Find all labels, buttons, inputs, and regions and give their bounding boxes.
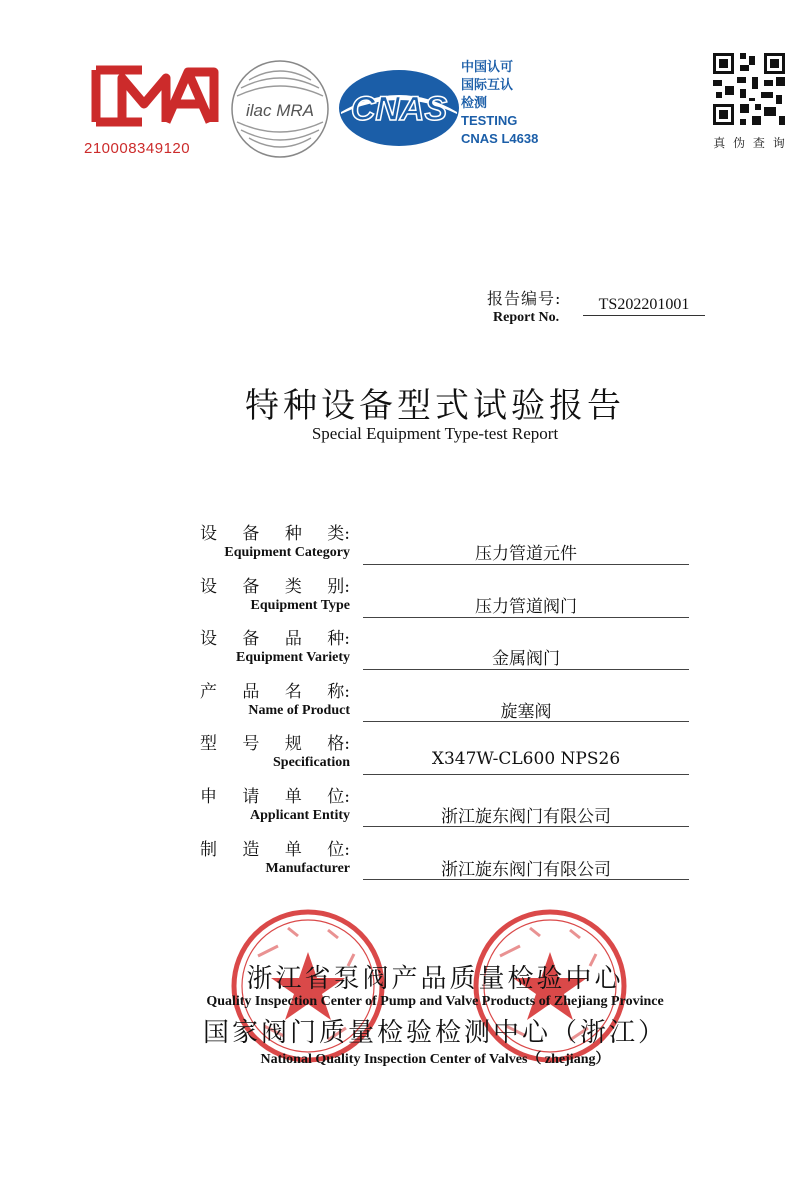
field-value: 压力管道元件 <box>475 544 577 564</box>
org-name-en-1: Quality Inspection Center of Pump and Valve Products of Zhejiang Province <box>206 994 664 1009</box>
cnas-mark: CNAS <box>350 90 448 128</box>
field-label-cn <box>200 782 350 807</box>
label-char: 号 <box>242 734 260 754</box>
label-char: 造 <box>242 840 260 860</box>
cma-number: 210008349120 <box>84 140 191 157</box>
org-name-cn-2: 国家阀门质量检验检测中心（浙江） <box>202 1018 667 1048</box>
field-label-cn <box>200 519 350 544</box>
label-char: 种 <box>284 524 302 544</box>
label-char: 设 <box>200 524 217 544</box>
label-char: 称: <box>327 682 350 702</box>
field-label-en: Equipment Type <box>250 598 350 613</box>
report-no-label-cn: 报告编号: <box>487 289 562 308</box>
field-underline <box>363 617 689 618</box>
field-value: 旋塞阀 <box>500 702 552 722</box>
label-char: 备 <box>242 577 260 597</box>
label-char: 备 <box>242 524 260 544</box>
label-char: 制 <box>200 840 217 860</box>
field-label-en: Manufacturer <box>265 861 350 876</box>
cnas-text-block <box>461 58 561 148</box>
label-char: 类 <box>284 577 302 597</box>
report-title-cn: 特种设备型式试验报告 <box>245 386 625 426</box>
field-underline <box>363 669 689 670</box>
field-value: X347W-CL600 NPS26 <box>431 749 621 769</box>
org-name-en-2: National Quality Inspection Center of Valves（ zhejiang） <box>260 1052 610 1067</box>
field-underline <box>363 826 689 827</box>
label-char: 格: <box>327 734 350 754</box>
label-char: 种: <box>327 629 350 649</box>
label-char: 品 <box>242 682 260 702</box>
field-label-en: Equipment Variety <box>236 650 350 665</box>
report-title-en: Special Equipment Type-test Report <box>311 424 559 443</box>
label-char: 请 <box>242 787 260 807</box>
org-name-cn-1: 浙江省泵阀产品质量检验中心 <box>246 964 624 994</box>
label-char: 产 <box>200 682 217 702</box>
field-label-cn <box>200 624 350 649</box>
cnas-logo <box>337 68 461 148</box>
label-char: 品 <box>284 629 302 649</box>
field-label-en: Applicant Entity <box>250 808 350 823</box>
label-char: 单 <box>284 787 302 807</box>
label-char: 单 <box>284 840 302 860</box>
cnas-line: 中国认可 <box>461 59 514 74</box>
cnas-line: 国际互认 <box>461 77 514 92</box>
field-underline <box>363 564 689 565</box>
field-label-cn <box>200 729 350 754</box>
report-no-value: TS202201001 <box>583 296 705 316</box>
label-char: 型 <box>200 734 217 754</box>
label-char: 名 <box>284 682 302 702</box>
label-char: 设 <box>200 577 217 597</box>
field-underline <box>363 774 689 775</box>
cnas-line: 检测 <box>461 95 488 110</box>
field-underline <box>363 879 689 880</box>
label-char: 位: <box>327 787 350 807</box>
field-label-cn <box>200 835 350 860</box>
field-value: 浙江旋东阀门有限公司 <box>441 860 611 880</box>
field-label-en: Name of Product <box>248 703 350 718</box>
field-value: 浙江旋东阀门有限公司 <box>441 807 611 827</box>
label-char: 备 <box>242 629 260 649</box>
label-char: 申 <box>200 787 217 807</box>
report-no-label-en: Report No. <box>493 310 560 325</box>
ilac-mra-logo <box>229 58 331 160</box>
field-label-en: Equipment Category <box>224 545 350 560</box>
field-label-en: Specification <box>273 755 350 770</box>
field-underline <box>363 721 689 722</box>
label-char: 规 <box>284 734 302 754</box>
qr-caption: 真 伪 查 询 <box>713 136 787 150</box>
label-char: 设 <box>200 629 217 649</box>
label-char: 别: <box>327 577 350 597</box>
field-value: 金属阀门 <box>492 649 560 669</box>
field-value: 压力管道阀门 <box>475 597 577 617</box>
ilac-mra-mark: ilac MRA <box>245 101 315 120</box>
cnas-line: TESTING <box>461 113 518 128</box>
field-label-cn <box>200 572 350 597</box>
label-char: 类: <box>327 524 350 544</box>
qr-code[interactable] <box>710 50 788 128</box>
cnas-line: CNAS L4638 <box>461 131 539 146</box>
field-label-cn <box>200 677 350 702</box>
label-char: 位: <box>327 840 350 860</box>
